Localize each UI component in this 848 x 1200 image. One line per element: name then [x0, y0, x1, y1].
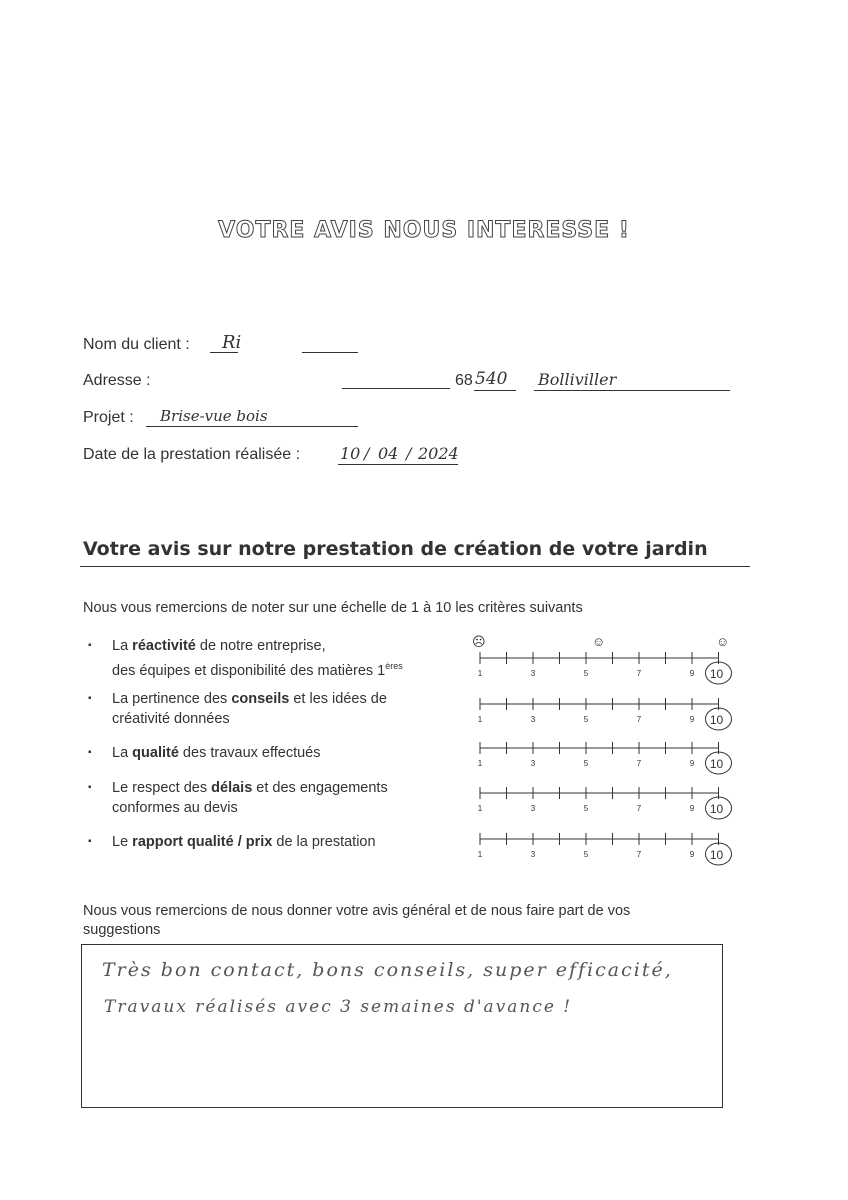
- rating-scale-2: [472, 692, 742, 736]
- criterion-text: des équipes et disponibilité des matières 1: [112, 662, 386, 679]
- address-postal-handwritten: 540: [475, 369, 508, 389]
- comment-box: [81, 944, 723, 1108]
- scale-label: 5: [583, 850, 589, 859]
- criterion-text: La: [112, 745, 133, 761]
- criterion-text: La: [112, 638, 133, 654]
- client-name-value: Ri: [222, 332, 242, 353]
- scale-label: 10: [709, 757, 724, 771]
- address-line-3: [534, 390, 730, 391]
- scale-label: 10: [709, 667, 724, 681]
- criterion-keyword: rapport qualité / prix: [132, 834, 273, 850]
- date-sep-1: /: [364, 444, 370, 463]
- criterion-text: et des engagements: [252, 780, 388, 796]
- sad-face-icon: ☹: [472, 634, 486, 649]
- address-city: Bolliviller: [538, 370, 617, 389]
- rating-scale-1: [472, 646, 742, 690]
- project-value: Brise-vue bois: [160, 407, 268, 425]
- scale-label: 3: [530, 759, 536, 768]
- address-line-2: [474, 390, 516, 391]
- address-label: Adresse :: [83, 372, 151, 389]
- neutral-face-icon: ☺: [592, 634, 606, 649]
- scale-label: 9: [689, 715, 695, 724]
- client-name-line: [210, 352, 238, 353]
- scale-label: 7: [636, 850, 642, 859]
- criterion-text: conformes au devis: [112, 800, 238, 816]
- comment-line-1: Très bon contact, bons conseils, super efficacité,: [102, 959, 673, 981]
- scale-label: 3: [530, 850, 536, 859]
- page-title: VOTRE AVIS NOUS INTERESSE !: [218, 218, 630, 243]
- criterion-keyword: délais: [211, 780, 253, 796]
- criterion-text: créativité données: [112, 711, 230, 727]
- scale-label: 9: [689, 850, 695, 859]
- address-postal: 68: [455, 372, 473, 389]
- scale-label: 9: [689, 759, 695, 768]
- bullet-icon: ▪: [88, 747, 92, 758]
- bullet-icon: ▪: [88, 836, 92, 847]
- date-day: 10: [340, 444, 361, 463]
- intro-text: Nous vous remercions de noter sur une échelle de 1 à 10 les critères suivants: [83, 600, 583, 616]
- rating-scale-3: [472, 736, 742, 780]
- date-line: [338, 464, 458, 465]
- rating-scale-4: [472, 781, 742, 825]
- scale-label: 1: [477, 759, 483, 768]
- rating-scale-5: [472, 827, 742, 871]
- project-line: [146, 426, 358, 427]
- scale-label: 5: [583, 759, 589, 768]
- criterion-text: La pertinence des: [112, 691, 232, 707]
- criterion-text: des travaux effectués: [178, 745, 321, 761]
- scale-label: 7: [636, 759, 642, 768]
- date-month: 04: [378, 444, 399, 463]
- criterion-keyword: qualité: [132, 745, 179, 761]
- scale-label: 7: [636, 715, 642, 724]
- scale-label: 10: [709, 802, 724, 816]
- criterion-text: de la prestation: [272, 834, 376, 850]
- general-opinion-prompt: [83, 902, 630, 940]
- bullet-icon: ▪: [88, 693, 92, 704]
- project-label: Projet :: [83, 409, 134, 426]
- bullet-icon: ▪: [88, 782, 92, 793]
- scale-label: 3: [530, 715, 536, 724]
- criterion-text: de notre entreprise,: [195, 638, 326, 654]
- criterion-keyword: conseils: [231, 691, 290, 707]
- criterion-text: et les idées de: [289, 691, 387, 707]
- scale-label: 3: [530, 804, 536, 813]
- scale-label: 3: [530, 669, 536, 678]
- general-opinion-line: suggestions: [83, 922, 161, 938]
- criterion-superscript: ères: [385, 661, 403, 671]
- comment-line-2: Travaux réalisés avec 3 semaines d'avance !: [104, 997, 573, 1017]
- scale-label: 5: [583, 669, 589, 678]
- scale-label: 1: [477, 850, 483, 859]
- scale-label: 1: [477, 669, 483, 678]
- section-underline: [80, 566, 750, 567]
- address-line-1: [342, 388, 450, 389]
- scale-label: 10: [709, 848, 724, 862]
- date-sep-2: /: [406, 444, 412, 463]
- scale-label: 9: [689, 669, 695, 678]
- scale-label: 9: [689, 804, 695, 813]
- scale-label: 7: [636, 804, 642, 813]
- date-label: Date de la prestation réalisée :: [83, 446, 301, 463]
- date-year: 2024: [418, 444, 459, 463]
- scale-label: 7: [636, 669, 642, 678]
- section-title: Votre avis sur notre prestation de création de votre jardin: [83, 538, 708, 560]
- scale-label: 1: [477, 715, 483, 724]
- scale-label: 5: [583, 715, 589, 724]
- bullet-icon: ▪: [88, 640, 92, 651]
- criterion-text: Le: [112, 834, 133, 850]
- criterion-keyword: réactivité: [132, 638, 196, 654]
- happy-face-icon: ☺: [716, 634, 730, 649]
- client-name-label: Nom du client :: [83, 336, 190, 353]
- scale-label: 10: [709, 713, 724, 727]
- scale-label: 1: [477, 804, 483, 813]
- criterion-text: Le respect des: [112, 780, 212, 796]
- scale-label: 5: [583, 804, 589, 813]
- client-name-line-2: [302, 352, 358, 353]
- general-opinion-line: Nous vous remercions de nous donner votre avis général et de nous faire part de vos: [83, 903, 631, 919]
